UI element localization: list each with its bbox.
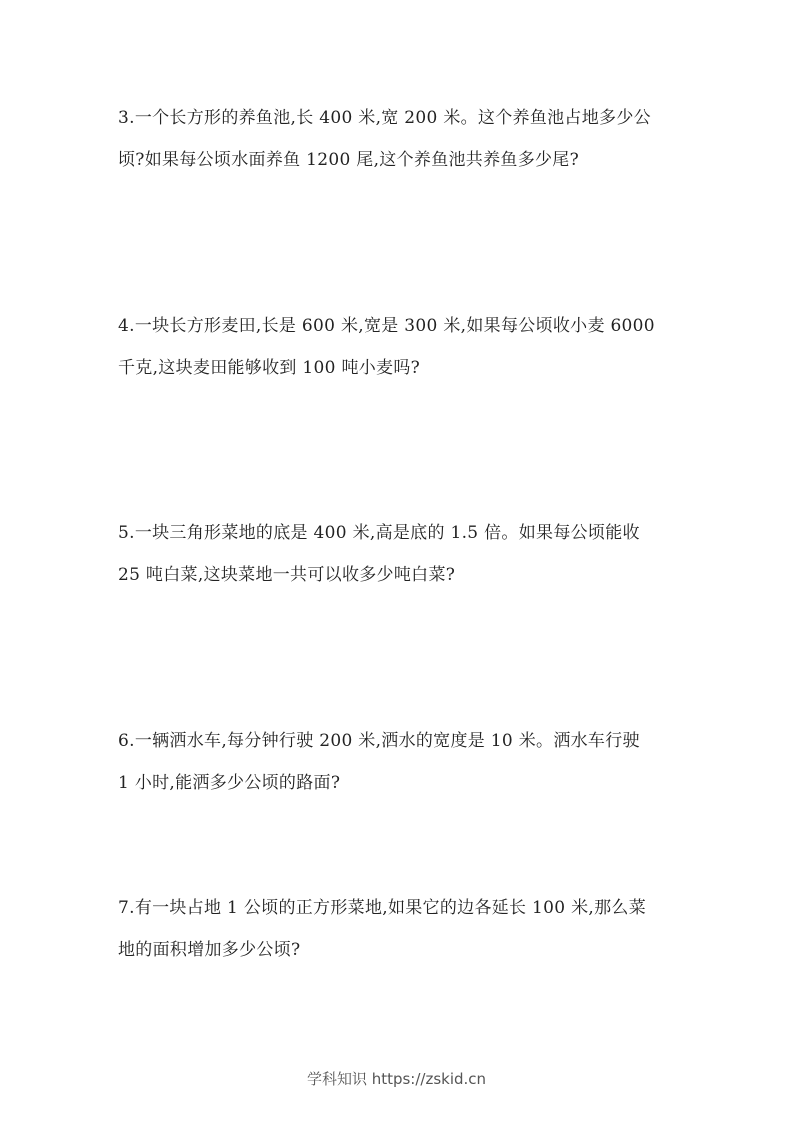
problem-3: [118, 97, 678, 181]
page-footer[interactable]: 学科知识 https://zskid.cn: [306, 1070, 487, 1088]
problem-4-line-1: 4.一块长方形麦田,长是 600 米,宽是 300 米,如果每公顷收小麦 6000: [118, 316, 655, 336]
problem-7-line-2: 地的面积增加多少公顷?: [118, 940, 301, 960]
problem-3-line-1: 3.一个长方形的养鱼池,长 400 米,宽 200 米。这个养鱼池占地多少公: [118, 108, 651, 128]
problem-7: [118, 887, 678, 971]
problem-6-line-2: 1 小时,能洒多少公顷的路面?: [118, 773, 341, 793]
problem-6-line-1: 6.一辆洒水车,每分钟行驶 200 米,洒水的宽度是 10 米。洒水车行驶: [118, 731, 640, 751]
problem-5: [118, 512, 678, 596]
problem-4-line-2: 千克,这块麦田能够收到 100 吨小麦吗?: [118, 358, 421, 378]
problem-6: [118, 720, 678, 804]
problem-3-line-2: 顷?如果每公顷水面养鱼 1200 尾,这个养鱼池共养鱼多少尾?: [118, 150, 580, 170]
problem-5-line-1: 5.一块三角形菜地的底是 400 米,高是底的 1.5 倍。如果每公顷能收: [118, 523, 640, 543]
problem-7-line-1: 7.有一块占地 1 公顷的正方形菜地,如果它的边各延长 100 米,那么菜: [118, 898, 647, 918]
problem-5-line-2: 25 吨白菜,这块菜地一共可以收多少吨白菜?: [118, 565, 456, 585]
problem-4: [118, 305, 678, 389]
